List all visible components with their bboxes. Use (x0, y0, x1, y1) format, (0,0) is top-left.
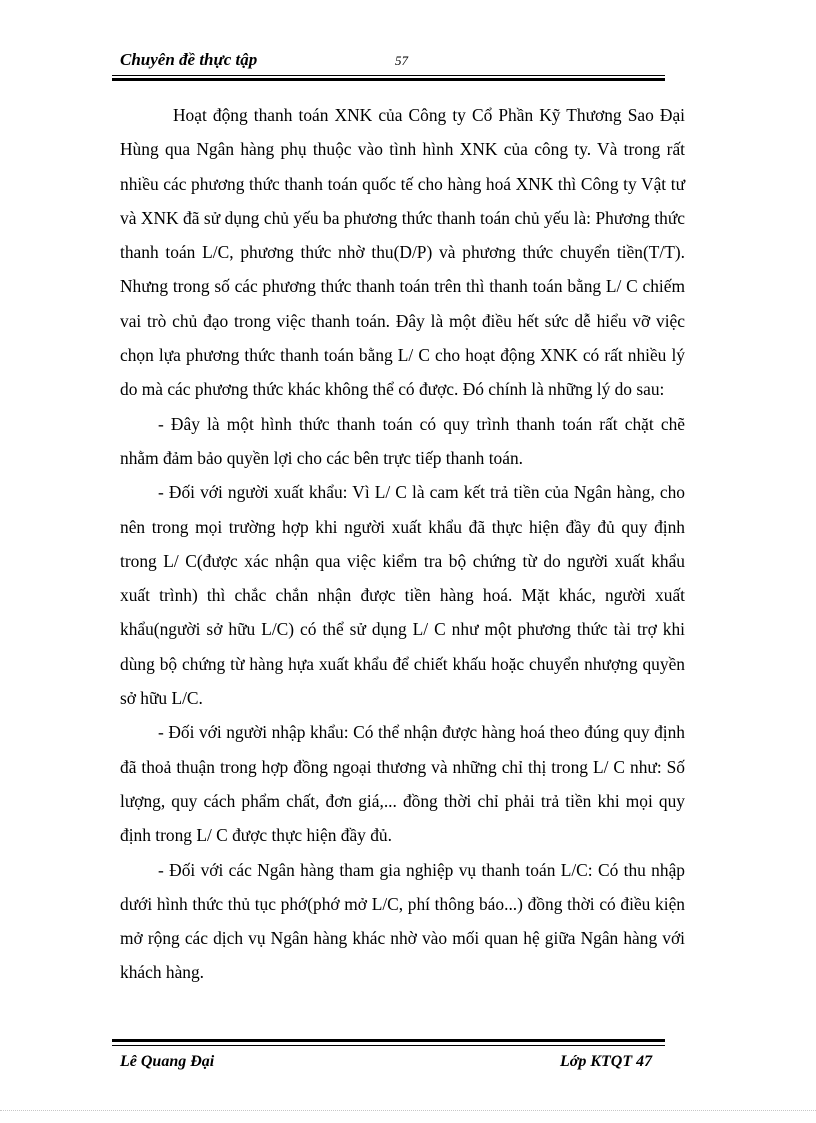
footer-class: Lớp KTQT 47 (560, 1053, 653, 1070)
footer-rule-thin (112, 1045, 665, 1046)
paragraph-exporter: - Đối với người xuất khẩu: Vì L/ C là cam kết trả tiền của Ngân hàng, cho nên trong mọi trường hợp khi người xuất khẩu đã thực hiện đầy đủ quy định trong L/ C(được xác nhận qua việc kiểm tra bộ chứng từ do người xuất khẩu xuất trình) thì chắc chắn nhận được tiền hàng hoá. Mặt khác, người xuất khẩu(người sở hữu L/C) có thể sử dụng L/ C như một phương thức tài trợ khi dùng bộ chứng từ hàng hựa xuất khẩu để chiết khấu hoặc chuyển nhượng quyền sở hữu L/C. (120, 482, 685, 709)
paragraph-strict-procedure: - Đây là một hình thức thanh toán có quy trình thanh toán rất chặt chẽ nhằm đảm bảo quyền lợi cho các bên trực tiếp thanh toán. (120, 413, 685, 468)
paragraph-intro: Hoạt động thanh toán XNK của Công ty Cổ Phần Kỹ Thương Sao Đại Hùng qua Ngân hàng phụ thuộc vào tình hình XNK của công ty. Và trong rất nhiều các phương thức thanh toán quốc tế cho hàng hoá XNK thì Công ty Vật tư và XNK đã sử dụng chủ yếu ba phương thức thanh toán chủ yếu là: Phương thức thanh toán L/C, phương thức nhờ thu(D/P) và phương thức chuyển tiền(T/T). Nhưng trong số các phương thức thanh toán trên thì thanh toán bằng L/ C chiếm vai trò chủ đạo trong việc thanh toán. Đây là một điều hết sức dễ hiểu vỡ việc chọn lựa phương thức thanh toán bằng L/ C cho hoạt động XNK có rất nhiều lý do mà các phương thức khác không thể có được. Đó chính là những lý do sau: (120, 105, 685, 400)
header-rule-thick (112, 78, 665, 81)
header-title: Chuyên đề thực tập (120, 50, 258, 69)
paragraph-importer: - Đối với người nhập khẩu: Có thể nhận được hàng hoá theo đúng quy định đã thoả thuận trong hợp đồng ngoại thương và những chỉ thị trong L/ C như: Số lượng, quy cách phẩm chất, đơn giá,... đồng thời chỉ phải trả tiền khi mọi quy định trong L/ C được thực hiện đầy đủ. (120, 722, 685, 846)
paragraph-banks: - Đối với các Ngân hàng tham gia nghiệp vụ thanh toán L/C: Có thu nhập dưới hình thức thủ tục phớ(phớ mở L/C, phí thông báo...) đồng thời có điều kiện mở rộng các dịch vụ Ngân hàng khác nhờ vào mối quan hệ giữa Ngân hàng với khách hàng. (120, 859, 685, 983)
page-header (120, 50, 665, 74)
page-edge-divider (0, 1110, 816, 1111)
footer-rule-thick (112, 1039, 665, 1042)
document-body (120, 98, 685, 990)
page-number: 57 (395, 53, 408, 68)
header-rule-thin (112, 75, 665, 76)
footer-author: Lê Quang Đại (120, 1053, 215, 1070)
